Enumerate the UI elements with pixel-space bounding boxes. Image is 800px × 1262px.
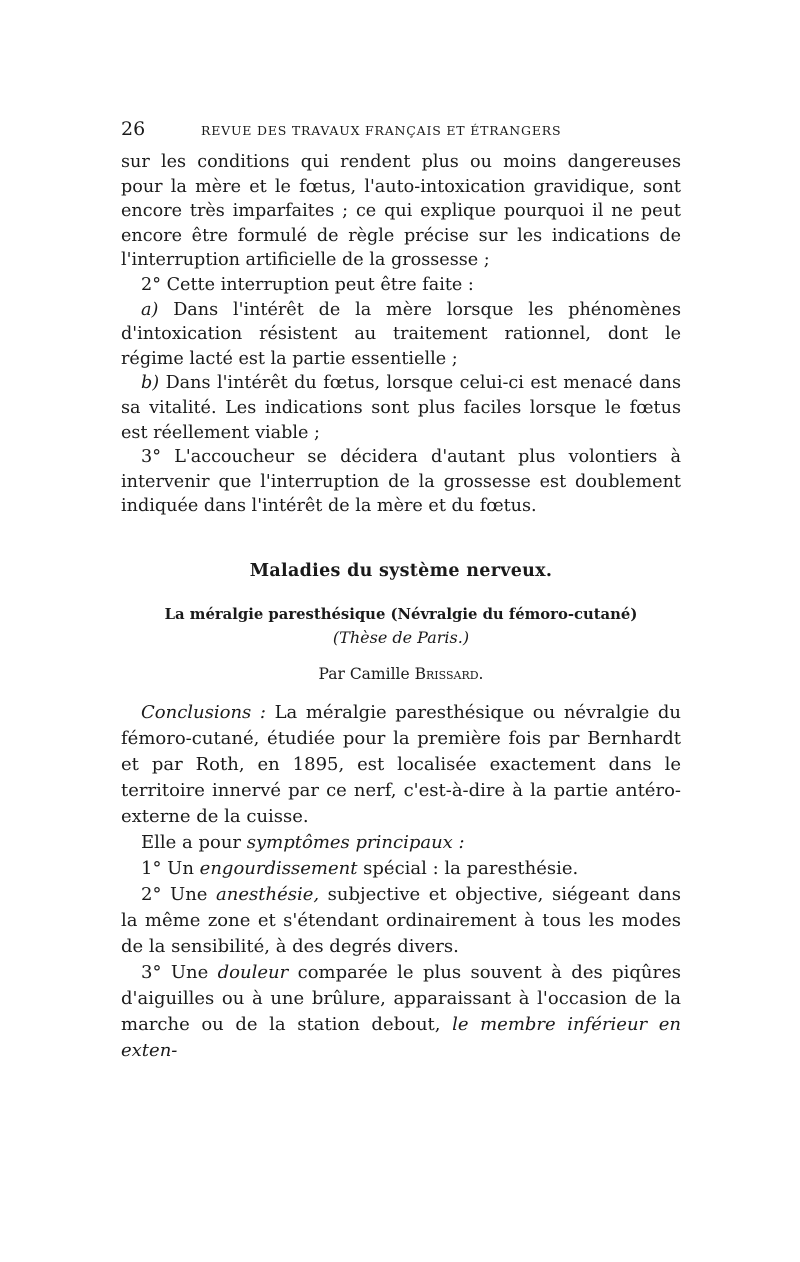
- emphasis: engourdissement: [199, 858, 358, 880]
- paragraph: [121, 830, 681, 856]
- paragraph-text: Dans l'intérêt de la mère lorsque les phénomènes d'intoxication résistent au traitement rationnel, dont le régime lacté est la partie essentielle ;: [121, 299, 681, 369]
- paragraph-text: 2° Une: [141, 884, 217, 906]
- page-body: [121, 150, 681, 1064]
- paragraph-text: comparée le plus souvent à des piqûres d'aiguilles ou à une brûlure, apparaissant à l'occasion de la marche ou de la station debout,: [121, 962, 681, 1036]
- paragraph: 3° L'accoucheur se décidera d'autant plus volontiers à intervenir que l'interruption de la grossesse est doublement indiquée dans l'intérêt de la mère et du fœtus.: [121, 447, 681, 517]
- paragraph: 2° Cette interruption peut être faite :: [141, 274, 474, 295]
- article-body: [121, 700, 681, 1064]
- paragraph-text: Dans l'intérêt du fœtus, lorsque celui-ci est menacé dans sa vitalité. Les indications sont plus faciles lorsque le fœtus est réellement viable ;: [121, 373, 681, 443]
- page-number: 26: [121, 118, 146, 140]
- author-name: Brissard.: [414, 664, 484, 683]
- paragraph-text: 1° Un: [141, 858, 200, 880]
- paragraph-text: 3° Une: [141, 962, 218, 984]
- running-title: REVUE DES TRAVAUX FRANÇAIS ET ÉTRANGERS: [201, 123, 562, 138]
- emphasis: douleur: [217, 962, 289, 984]
- paragraph: [121, 298, 681, 372]
- paragraph-text: subjective et objective, siégeant dans la même zone et s'étendant ordinairement à tous les modes de la sensibilité, à des degrés divers.: [121, 884, 681, 958]
- author-prefix: Par Camille: [318, 664, 415, 683]
- emphasis: le membre inférieur en exten-: [121, 1014, 681, 1062]
- emphasis: symptômes principaux :: [246, 832, 465, 854]
- paragraph: [121, 882, 681, 960]
- paragraph-text: spécial : la paresthésie.: [357, 858, 579, 880]
- paragraph: [121, 700, 681, 830]
- article-title: La méralgie paresthésique (Névralgie du fémoro-cutané): [164, 605, 638, 623]
- article-author: [121, 662, 681, 687]
- list-marker: b): [141, 373, 160, 394]
- list-marker: a): [141, 299, 159, 320]
- article-source: (Thèse de Paris.): [332, 627, 470, 647]
- paragraph: [121, 856, 681, 882]
- conclusions-label: Conclusions :: [141, 702, 266, 724]
- paragraph: sur les conditions qui rendent plus ou moins dangereuses pour la mère et le fœtus, l'auto-intoxication gravidique, sont encore très imparfaites ; ce qui explique pourquoi il ne peut encore être formulé de règle précise sur les indications de l'interruption artificielle de la grossesse ;: [121, 152, 681, 271]
- page-header: [121, 118, 681, 140]
- paragraph-text: La méralgie paresthésique ou névralgie du fémoro-cutané, étudiée pour la première fois par Bernhardt et par Roth, en 1895, est localisée exactement dans le territoire innervé par ce nerf, c'est-à-dire à la partie antéro-externe de la cuisse.: [121, 702, 681, 828]
- emphasis: anesthésie,: [216, 884, 320, 906]
- paragraph-text: Elle a pour: [141, 832, 247, 854]
- section-heading: Maladies du système nerveux.: [249, 560, 553, 581]
- paragraph: [121, 371, 681, 445]
- paragraph: [121, 960, 681, 1064]
